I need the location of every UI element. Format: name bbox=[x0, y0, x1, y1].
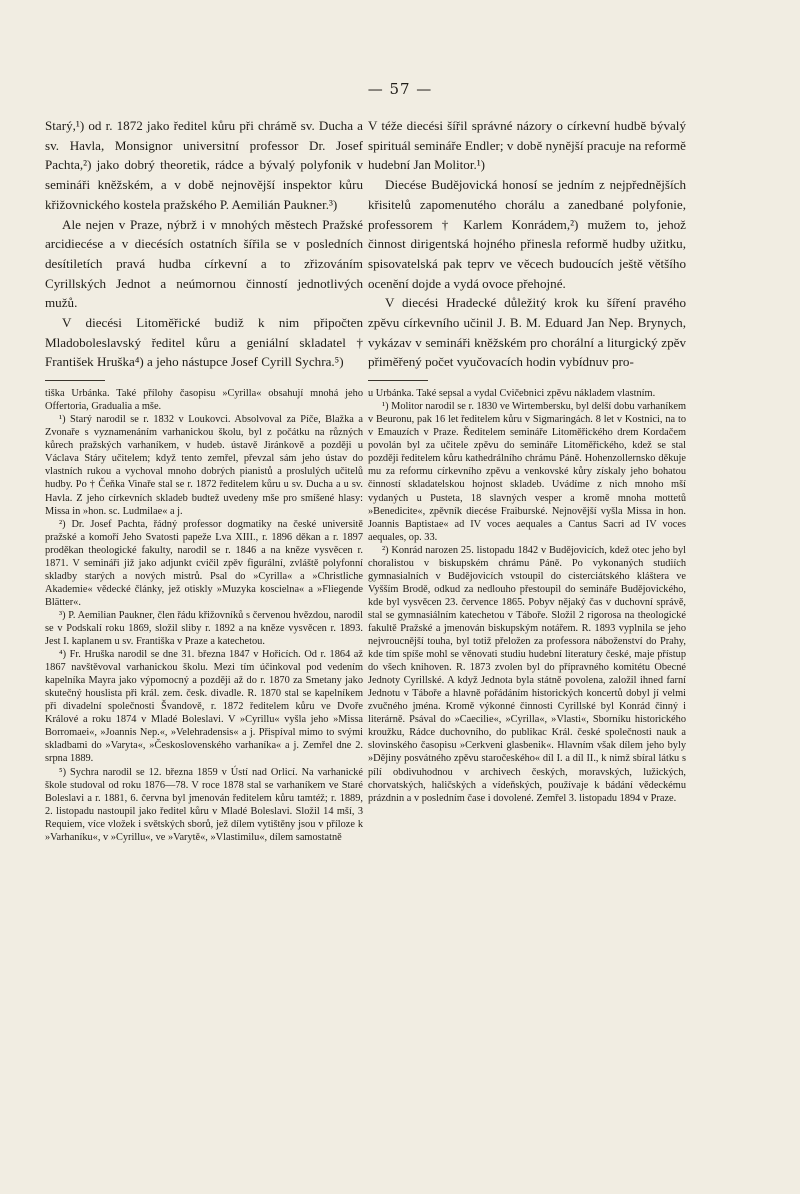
footnote: ³) P. Aemilian Paukner, člen řádu křižovníků s červenou hvězdou, narodil se v Podskalí roku 1869, složil sliby r. 1892 a na kněze vysvěcen r. 1893. Jest I. kaplanem u sv. Františka v Praze a katechetou. bbox=[45, 609, 363, 648]
paragraph: Ale nejen v Praze, nýbrž i v mnohých městech Pražské arcidiecése a v diecésích ostatních šířila se v posledních desítiletích pravá hudba církevní a to zřizováním Cyrillských Jednot a neúmornou činností jednotlivých mužů. bbox=[45, 216, 363, 311]
paragraph: V diecési Hradecké důležitý krok ku šíření pravého zpěvu církevního učinil J. B. M. Eduard Jan Nep. Brynych, vykázav v semináři kněžském pro chorální a liturgický zpěv přiměřený počet vyučovacích hodin vybídnuv pro- bbox=[368, 295, 686, 370]
footnote-rule bbox=[45, 380, 105, 381]
footnote: ²) Dr. Josef Pachta, řádný professor dogmatiky na české universitě pražské a komoří Jeho Svatosti papeže Lva XIII., r. 1896 děkan a r. 1897 proděkan theologické fakulty, narodil se r. 1846 a na kněze vysvěcen r. 1871. V semináři již jako adjunkt cvičil zpěv figurální, zvláště polyfonní skladby starých a nových mistrů. Psal do »Cyrilla« a »Christliche Akademie« vědecké články, jež otiskly »Muzyka koscielna« a »Fliegende Blätter«. bbox=[45, 518, 363, 608]
footnote: ¹) Starý narodil se r. 1832 v Loukovci. Absolvoval za Píče, Blažka a Zvonaře s vyznamenáním varhanickou školu, byl z počátku na různých kůrech pražských varhaníkem, v hudeb. ústavě Jiránkově a později u Václava Stáry učitelem; když tento zemřel, převzal sám jeho ústav do vlastních rukou a vychoval mnoho dobrých pianistů a proslulých učitelů hudby. Po † Čeňka Vinaře stal se r. 1872 ředitelem kůru u sv. Ducha a u sv. Havla. Z jeho církevních skladeb budtež uvedeny mše pro smíšené hlasy: Missa in »hon. sc. Ludmilae« a j. bbox=[45, 414, 363, 517]
footnote: ⁴) Fr. Hruška narodil se dne 31. března 1847 v Hořicích. Od r. 1864 až 1867 navštěvoval varhanickou školu. Mezi tím účinkoval pod vedením kapelníka Mayra jako výpomocný a později až do r. 1870 za Smetany jako skutečný houslista při král. zem. česk. divadle. R. 1870 stal se kapelníkem při divadelní společnosti Švandově, r. 1872 ředitelem kůru ve Dvoře Králové a roku 1874 v Mladé Boleslavi. V »Cyrillu« vyšla jeho »Missa Borromaei«, »Joannis Nep.«, »Velehradensis« a j. Přispíval mimo to svými skladbami do »Varyta«, »Československého varhaníka« a j. Zemřel dne 2. srpna 1889. bbox=[45, 649, 363, 765]
paragraph: Diecése Budějovická honosí se jedním z nejpřednějších křisitelů zapomenutého chorálu a zanedbané polyfonie, professorem † Karlem Konrádem,²) mužem to, jehož činnost dirigentská hojného přinesla reformě hudby užitku, spisovatelská pak teprv ve věcech budoucích ještě většího ocenění dojde a vydá ovoce přehojné. bbox=[368, 177, 686, 291]
footnote: ⁵) Sychra narodil se 12. března 1859 v Ústí nad Orlicí. Na varhanické škole studoval od roku 1876—78. V roce 1878 stal se varhaníkem ve Staré Boleslavi a r. 1881, 6. června byl jmenován ředitelem kůru tamtéž; r. 1889, 2. listopadu nastoupil jako ředitel kůru v Mladé Boleslavi. Složil 14 mší, 3 Requiem, více vložek i světských sborů, jež dílem vytištěny jsou v příloze k »Varhaníku«, v »Cyrillu«, ve »Varytě«, »Vlastimilu«, dílem samostatně bbox=[45, 766, 363, 843]
left-main-text bbox=[45, 116, 363, 372]
footnote: u Urbánka. Také sepsal a vydal Cvičebnici zpěvu nákladem vlastním. bbox=[368, 388, 656, 400]
left-column bbox=[45, 116, 363, 844]
footnote: ¹) Molitor narodil se r. 1830 ve Wirtembersku, byl delší dobu varhaníkem v Beuronu, pak 16 let ředitelem kůru v Sigmaringách. 8 let v Kostnici, na to v Emauzích v Praze. Ředitelem semináře Litoměřického drem Kordačem povolán byl za učitele zpěvu do semináře Litoměřického, kdež se stal později ředitelem kůru kathedrálního chrámu Páně. Hohenzollernsko děkuje mu za reformu církevního zpěvu a venkovské kůry získaly jeho bohatou činností skladatelskou hojnost skladeb. Uvádíme z nich mnoho mší vydaných u Pusteta, 18 slavných vesper a kromě mnoha mottetů »Benedicite«, zpěvník diecése Fraiburské. Nejnovější vyšla Missa in hon. Joannis Baptistae« ad IV voces aequales a Cantus Sacri ad IV voces aequales, op. 33. bbox=[368, 401, 686, 543]
page-number: — 57 — bbox=[367, 80, 433, 98]
paragraph: Starý,¹) od r. 1872 jako ředitel kůru při chrámě sv. Ducha a sv. Havla, Monsignor universitní professor Dr. Josef Pachta,²) jako dobrý theoretik, rádce a bývalý polyfonik v semináři kněžském, a v době nejnovější inspektor kůru křižovnického kostela pražského P. Aemilián Paukner.³) bbox=[45, 118, 363, 212]
right-main-text bbox=[368, 116, 686, 372]
paragraph: V téže diecési šířil správné názory o církevní hudbě bývalý spirituál semináře Endler; v době nynější pracuje na reformě hudební Jan Molitor.¹) bbox=[368, 118, 686, 173]
paragraph: V diecési Litoměřické budiž k nim připočten Mladoboleslavský ředitel kůru a geniální skladatel † František Hruška⁴) a jeho nástupce Josef Cyrill Sychra.⁵) bbox=[45, 315, 363, 370]
left-footnotes bbox=[45, 387, 363, 844]
footnote-rule bbox=[368, 380, 428, 381]
footnote: tiška Urbánka. Také přílohy časopisu »Cyrilla« obsahují mnohá jeho Offertoria, Gradualia a mše. bbox=[45, 388, 363, 413]
footnote: ²) Konrád narozen 25. listopadu 1842 v Budějovicích, kdež otec jeho byl choralistou v biskupském chrámu Páně. Po vykonaných studiích gymnasialních v Budějovicích vstoupil do cisterciátského kláštera ve Vyšším Brodě, odkud za nedlouho přestoupil do semináře Budějovického, kde byl vysvěcen 23. července 1865. Pobyv nějaký čas v duchovní správě, stal se gymnasiálním katechetou v Táboře. Složil 2 rigorosa na theologické fakultě Pražské a jmenován biskupským notářem. R. 1893 vyplnila se jeho nejvroucnější touha, byl totiž přeložen za professora náboženství do Prahy, kde tím spíše mohl se věnovati studiu hudební literatury české, maje přístup do všech knihoven. R. 1873 zvolen byl do přípravného komitétu Obecné Jednoty Cyrillské. A když Jednota byla státně povolena, založil ihned farní Jednotu v Táboře a hlavně pořádáním historických koncertů dobyl jí velmi zvučného jména. Kromě výkonné činnosti Cyrillské byl Konrád činný i literárně. Psával do »Caecilie«, »Cyrilla«, »Vlasti«, Sborníku historického kroužku, Rádce duchovního, do publikac Král. české společnosti nauk a slovinského časopisu »Cerkveni glasbenik«. Hlavním však dílem jeho byly »Dějiny posvátného zpěvu staročeského« díl I. a díl II., k nimž sbíral látku s pílí obdivuhodnou v archivech českých, moravských, lužických, chorvatských, haličských a vídeňských, používaje k bádání vědeckému prázdnin a v posledním čase i dovolené. Zemřel 3. listopadu 1894 v Praze. bbox=[368, 544, 686, 804]
right-column bbox=[368, 116, 686, 805]
right-footnotes bbox=[368, 387, 686, 805]
